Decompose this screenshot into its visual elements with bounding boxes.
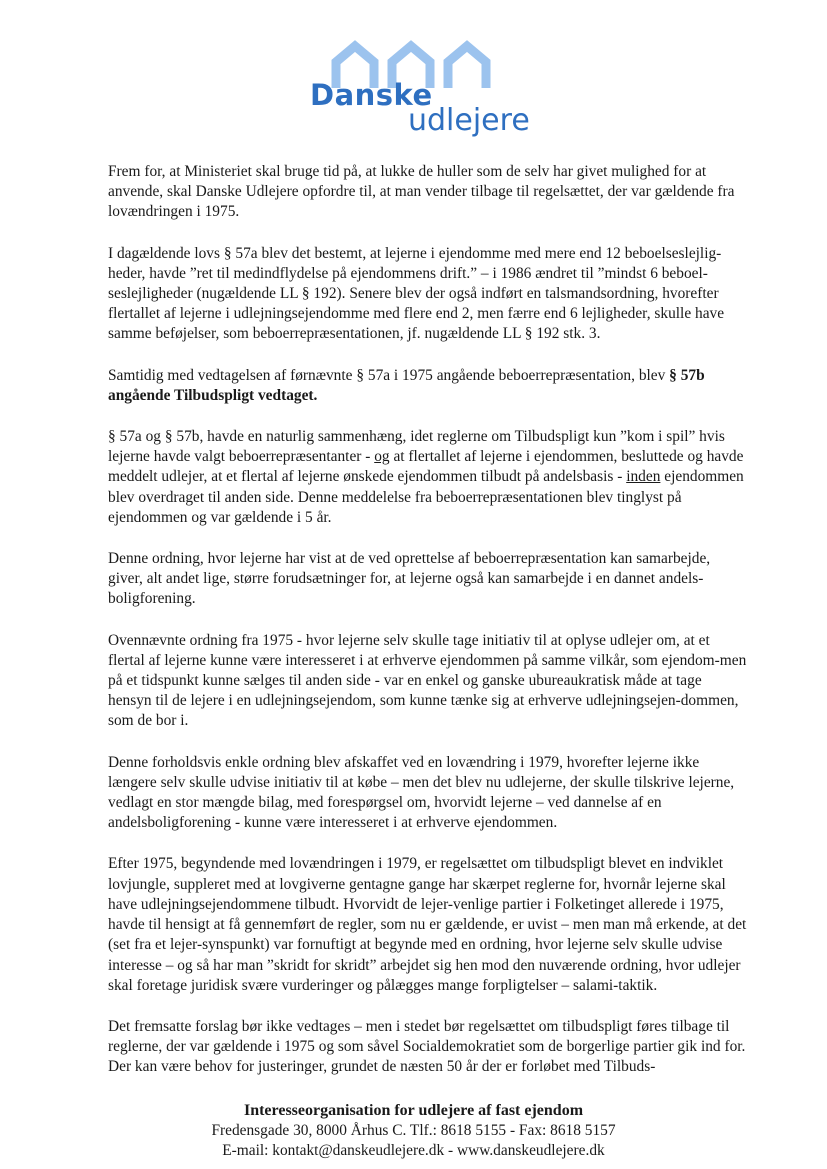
footer-organisation: Interesseorganisation for udlejere af fast ejendom [243, 1102, 584, 1119]
paragraph-7: Denne forholdsvis enkle ordning blev afskaffet ved en lovændring i 1979, hvorefter lejerne ikke længere selv skulle udvise initiativ til at købe – men det blev nu udlejerne, der skulle tilskrive lejerne, vedlagt en stor mængde bilag, med forespørgsel om, hvorvidt lejerne – ved dannelse af en andelsboligforening - kunne være interesseret i at erhverve ejendommen. [108, 753, 735, 832]
paragraph-2: I dagældende lovs § 57a blev det bestemt, at lejerne i ejendomme med mere end 12 beboelseslejlig-heder, havde ”ret til medindflydelse på ejendommens drift.” – i 1986 ændret til ”mindst 6 beboel-seslejligheder (nugældende LL § 192). Senere blev der også indført en talsmandsordning, hvorefter flertallet af lejerne i udlejningsejendomme med flere end 2, men færre end 6 lejligheder, skulle have samme beføjelser, som beboerrepræsentationen, jf. nugældende LL § 192 stk. 3. [108, 244, 725, 343]
paragraph-8: Efter 1975, begyndende med lovændringen i 1979, er regelsættet om tilbudspligt blevet en indviklet lovjungle, suppleret med at lovgiverne gentagne gange har skærpet reglerne for, hvornår lejerne skal have udlejningsejendommene tilbudt. Hvorvidt de lejer-venlige partier i Folketinget allerede i 1975, havde til hensigt at få gennemført de regler, som nu er gældende, er uvist – men man må erkende, at det (set fra et lejer-synspunkt) var fornuftigt at begynde med en ordning, hvor lejerne selv skulle udvise interesse – og så har man ”skridt for skridt” arbejdet sig hen mod den nuværende ordning, hvor udlejer skal foretage juridisk svære vurderinger og pålægges mange forpligtelser – salami-taktik. [108, 855, 747, 994]
paragraph-4: § 57a og § 57b, havde en naturlig sammenhæng, idet reglerne om Tilbudspligt kun ”kom i spil” hvis lejerne havde valgt beboerrepræsentanter - og at flertallet af lejerne i ejendommen, besluttede og havde meddelt udlejer, at et flertal af lejerne ønskede ejendommen tilbudt på andelsbasis - inden ejendommen blev overdraget til anden side. Denne meddelelse fra beboerrepræsentationen blev tinglyst på ejendommen og var gældende i 5 år. [108, 428, 744, 526]
logo-text-danske: Danske [310, 78, 433, 112]
paragraph-3: Samtidig med vedtagelsen af førnævnte § 57a i 1975 angående beboerrepræsentation, blev § 57b angående Tilbudspligt vedtaget. [108, 366, 705, 404]
paragraph-6: Ovennævnte ordning fra 1975 - hvor lejerne selv skulle tage initiativ til at oplyse udlejer om, at et flertal af lejerne kunne være interesseret i at erhverve ejendommen på samme vilkår, som ejendom-men på et tidspunkt kunne sælges til anden side - var en enkel og ganske ubureaukratisk måde at tage hensyn til de lejere i en udlejningsejendom, som kunne tænke sig at erhverve udlejningsejen-dommen, som de bor i. [108, 631, 747, 730]
paragraph-9: Det fremsatte forslag bør ikke vedtages – men i stedet bør regelsættet om tilbudspligt føres tilbage til reglerne, der var gældende i 1975 og som såvel Socialdemokratiet som de borgerlige partier gik ind for. Der kan være behov for justeringer, grundet de næsten 50 år der er forløbet med Tilbuds- [108, 1017, 746, 1076]
danske-udlejere-logo [300, 40, 545, 140]
paragraph-5: Denne ordning, hvor lejerne har vist at de ved oprettelse af beboerrepræsentation kan samarbejde, giver, alt andet lige, større forudsætninger for, at lejerne også kan samarbejde i en dannet andels-boligforening. [108, 550, 711, 608]
footer-address: Fredensgade 30, 8000 Århus C. Tlf.: 8618 5155 - Fax: 8618 5157 [211, 1122, 616, 1139]
letterhead-footer [0, 1101, 827, 1161]
logo-text-udlejere: udlejere [408, 103, 530, 138]
footer-contact: E-mail: kontakt@danskeudlejere.dk - www.danskeudlejere.dk [222, 1142, 605, 1159]
underlined-og: og [374, 448, 390, 466]
letter-body [108, 162, 748, 1099]
underlined-inden: inden [626, 468, 661, 486]
paragraph-1: Frem for, at Ministeriet skal bruge tid på, at lukke de huller som de selv har givet mulighed for at anvende, skal Danske Udlejere opfordre til, at man vender tilbage til regelsættet, der var gældende fra lovændringen i 1975. [108, 163, 735, 221]
bold-phrase: § 57b angående Tilbudspligt vedtaget. [108, 366, 705, 404]
